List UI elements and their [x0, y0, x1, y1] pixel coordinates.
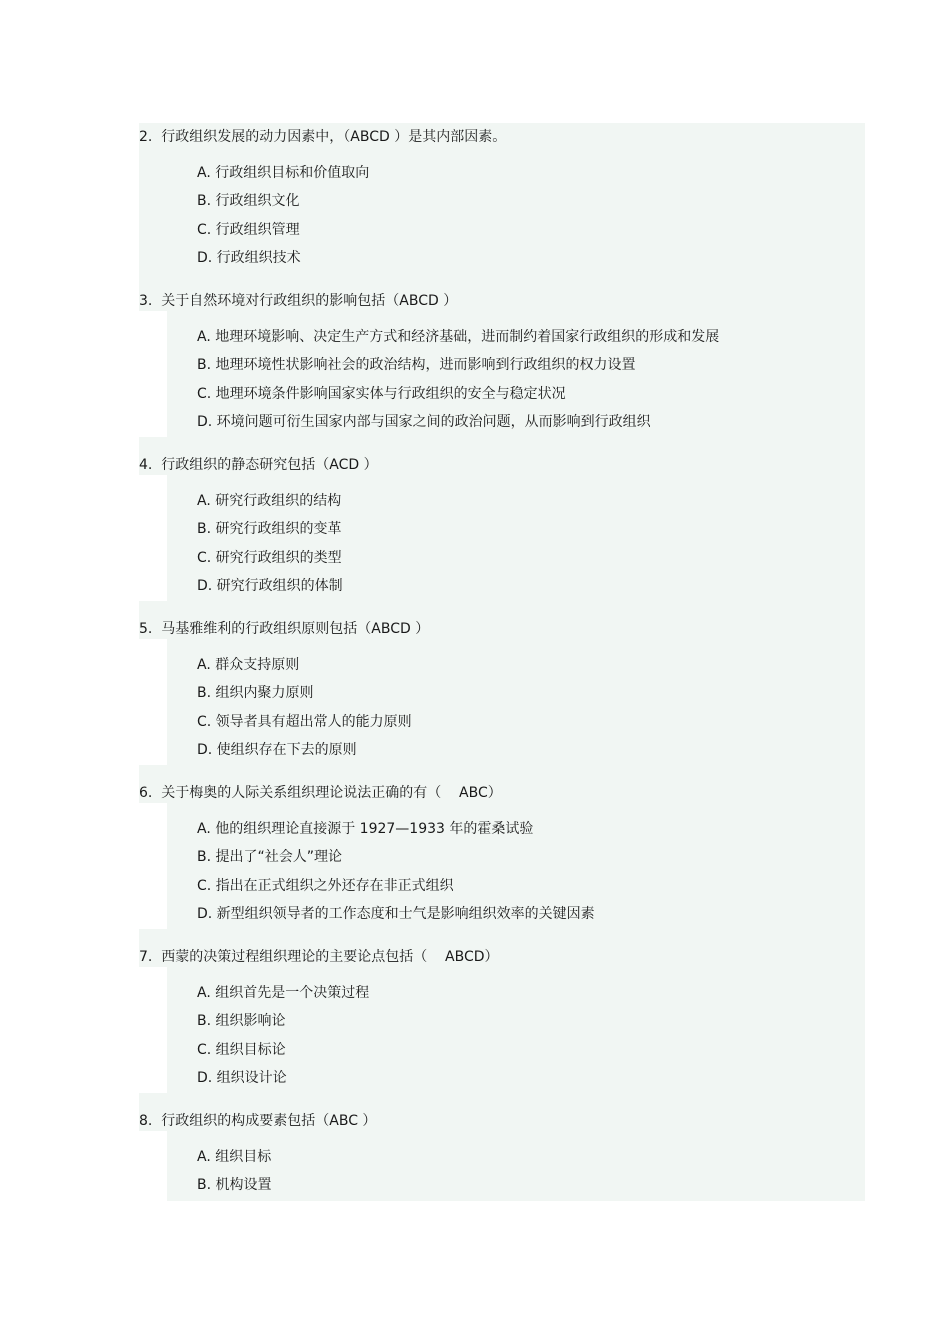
question-text: 7. 西蒙的决策过程组织理论的主要论点包括（ ABCD）	[139, 949, 499, 965]
question-text: 6. 关于梅奥的人际关系组织理论说法正确的有（ ABC）	[139, 785, 502, 801]
option-b: B. 组织影响论	[197, 1013, 286, 1029]
question-text: 5. 马基雅维利的行政组织原则包括（ABCD ）	[139, 621, 430, 637]
question-text: 3. 关于自然环境对行政组织的影响包括（ABCD ）	[139, 293, 458, 309]
option-d: D. 组织设计论	[197, 1070, 287, 1086]
option-a: A. 组织首先是一个决策过程	[197, 985, 370, 1001]
question-text: 8. 行政组织的构成要素包括（ABC ）	[139, 1113, 377, 1129]
option-a: A. 群众支持原则	[197, 657, 300, 673]
option-c: C. 指出在正式组织之外还存在非正式组织	[197, 878, 454, 894]
option-b: B. 地理环境性状影响社会的政治结构，进而影响到行政组织的权力设置	[197, 357, 636, 373]
option-c: C. 研究行政组织的类型	[197, 550, 342, 566]
option-b: B. 行政组织文化	[197, 193, 300, 209]
option-b: B. 机构设置	[197, 1177, 272, 1193]
option-a: A. 行政组织目标和价值取向	[197, 165, 370, 181]
option-b: B. 提出了“社会人”理论	[197, 849, 343, 865]
option-b: B. 研究行政组织的变革	[197, 521, 342, 537]
option-d: D. 新型组织领导者的工作态度和士气是影响组织效率的关键因素	[197, 906, 595, 922]
option-d: D. 行政组织技术	[197, 250, 301, 266]
option-a: A. 组织目标	[197, 1149, 272, 1165]
option-d: D. 使组织存在下去的原则	[197, 742, 357, 758]
option-a: A. 研究行政组织的结构	[197, 493, 342, 509]
option-d: D. 研究行政组织的体制	[197, 578, 343, 594]
option-c: C. 行政组织管理	[197, 222, 300, 238]
option-c: C. 地理环境条件影响国家实体与行政组织的安全与稳定状况	[197, 386, 566, 402]
option-c: C. 组织目标论	[197, 1042, 286, 1058]
option-b: B. 组织内聚力原则	[197, 685, 314, 701]
question-text: 4. 行政组织的静态研究包括（ACD ）	[139, 457, 378, 473]
option-a: A. 地理环境影响、决定生产方式和经济基础，进而制约着国家行政组织的形成和发展	[197, 329, 720, 345]
option-c: C. 领导者具有超出常人的能力原则	[197, 714, 412, 730]
question-text: 2. 行政组织发展的动力因素中，（ABCD ）是其内部因素。	[139, 129, 507, 145]
option-d: D. 环境问题可衍生国家内部与国家之间的政治问题，从而影响到行政组织	[197, 414, 651, 430]
option-a: A. 他的组织理论直接源于 1927—1933 年的霍桑试验	[197, 821, 534, 837]
